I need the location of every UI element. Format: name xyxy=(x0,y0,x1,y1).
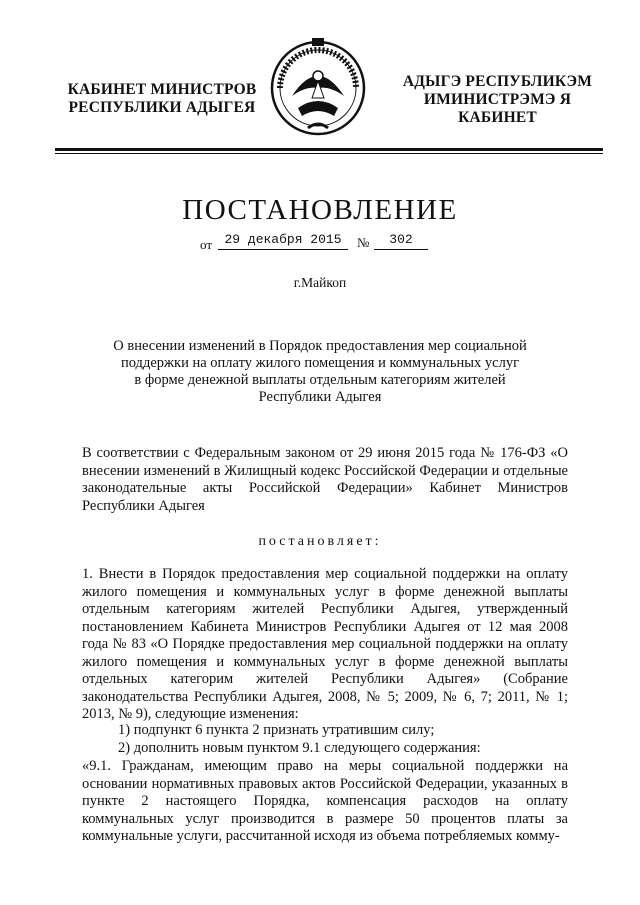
date-value: 29 декабря 2015 xyxy=(218,232,348,250)
date-number-line xyxy=(200,232,460,254)
city: г.Майкоп xyxy=(293,275,347,290)
issuer-name-russian xyxy=(62,81,262,117)
subitem-2: 2) дополнить новым пунктом 9.1 следующего содержания: xyxy=(118,740,481,756)
resolves-heading: постановляет: xyxy=(258,534,382,549)
issuer-line-2: ИМИНИСТРЭМЭ Я КАБИНЕТ xyxy=(423,91,572,126)
date-label: от xyxy=(200,237,213,252)
item-1-paragraph: 1. Внести в Порядок предоставления мер социальной поддержки на оплату жилого помещения и коммунальных услуг в форме денежной выплаты отдельным категориям жителей Республики Адыгея, утвержденный постановлением Кабинета Министров Республики Адыгея от 12 мая 2008 года № 83 «О Порядке предоставления мер социальной поддержки на оплату жилого помещения и коммунальных услуг в форме денежной выплаты отдельных категорим жителей Республики Адыгея» (Собрание законодательства Республики Адыгея, 2008, № 5; 2009, № 6, 7; 2011, № 1; 2013, № 9), следующие изменения: xyxy=(82,566,568,722)
header-divider-thin xyxy=(55,153,603,154)
number-value: 302 xyxy=(374,232,428,250)
quoted-paragraph: «9.1. Гражданам, имеющим право на меры социальной поддержки на основании нормативных правовых актов Российской Федерации, указанных в пункте 2 настоящего Порядка, компенсация расходов на оплату коммунальных услуг производится в размере 50 процентов платы за коммунальные услуги, рассчитанной исходя из объема потребляемых комму- xyxy=(82,758,568,844)
subject-line: поддержки на оплату жилого помещения и коммунальных услуг xyxy=(120,355,520,371)
issuer-line-2: РЕСПУБЛИКИ АДЫГЕЯ xyxy=(68,99,256,116)
subject-line: О внесении изменений в Порядок предоставления мер социальной xyxy=(113,338,527,354)
document-subject xyxy=(100,338,540,406)
subject-line: Республики Адыгея xyxy=(258,389,382,405)
number-label: № xyxy=(357,235,370,250)
coat-of-arms-icon xyxy=(268,36,368,144)
subject-line: в форме денежной выплаты отдельным категориям жителей xyxy=(134,372,506,388)
issuer-line-1: АДЫГЭ РЕСПУБЛИКЭМ xyxy=(402,73,593,90)
header-divider xyxy=(55,148,603,151)
preamble-paragraph: В соответствии с Федеральным законом от 29 июня 2015 года № 176-ФЗ «О внесении изменений в Жилищный кодекс Российской Федерации и отдельные законодательные акты Российской Федерации» Кабинет Министров Республики Адыгея xyxy=(82,445,568,514)
issuer-name-adyghe xyxy=(385,73,610,127)
subitem-1: 1) подпункт 6 пункта 2 признать утратившим силу; xyxy=(118,722,435,738)
issuer-line-1: КАБИНЕТ МИНИСТРОВ xyxy=(67,81,257,98)
document-title: ПОСТАНОВЛЕНИЕ xyxy=(182,194,458,226)
